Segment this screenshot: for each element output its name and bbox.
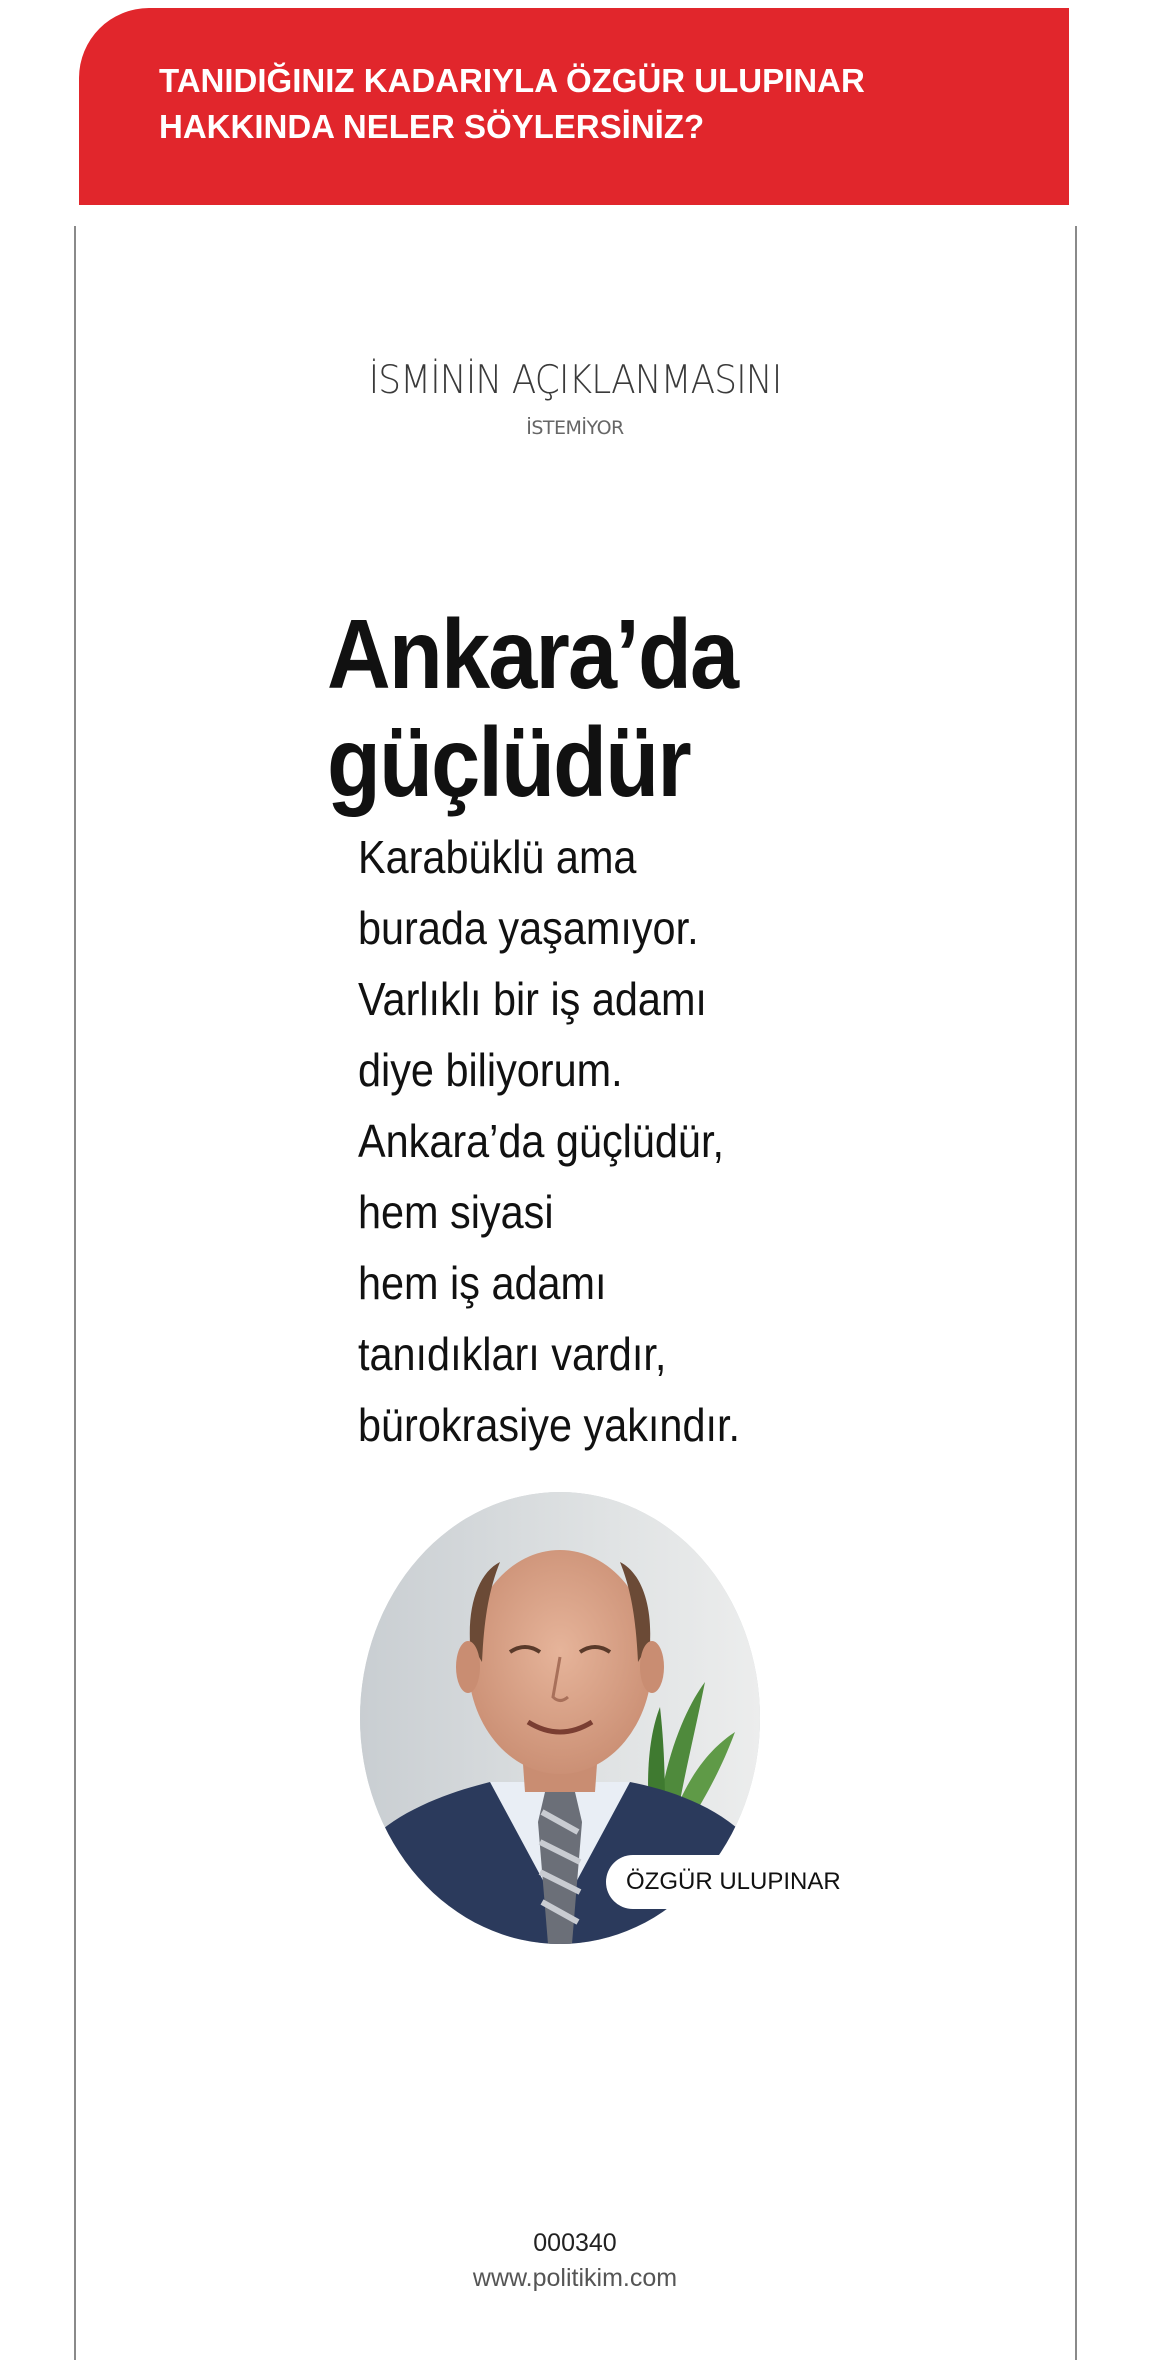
quote-line: tanıdıkları vardır, xyxy=(358,1328,667,1380)
frame-left-line xyxy=(74,226,76,2360)
frame-right-line xyxy=(1075,226,1077,2360)
headline-line-2: güçlüdür xyxy=(327,707,690,817)
quote-line: bürokrasiye yakındır. xyxy=(358,1399,740,1451)
header-banner xyxy=(79,8,1069,205)
header-question: TANIDIĞINIZ KADARIYLA ÖZGÜR ULUPINAR HAKKINDA NELER SÖYLERSİNİZ? xyxy=(159,62,865,145)
respondent-sublabel: İSTEMİYOR xyxy=(526,417,624,439)
quote-line: Ankara’da güçlüdür, xyxy=(358,1115,724,1167)
quote-line: burada yaşamıyor. xyxy=(358,902,699,954)
quote-line: Varlıklı bir iş adamı xyxy=(358,973,707,1025)
quote-line: hem iş adamı xyxy=(358,1257,607,1309)
headline xyxy=(327,600,737,816)
respondent-label: İSMİNİN AÇIKLANMASINI xyxy=(368,358,782,403)
subject-name-tag: ÖZGÜR ULUPINAR xyxy=(606,1855,859,1909)
footer-code: 000340 xyxy=(533,2229,617,2257)
headline-line-1: Ankara’da xyxy=(327,599,738,709)
quote-text xyxy=(358,822,740,1461)
quote-line: hem siyasi xyxy=(358,1186,554,1238)
footer-url[interactable]: www.politikim.com xyxy=(472,2264,678,2292)
quote-line: Karabüklü ama xyxy=(358,831,637,883)
quote-line: diye biliyorum. xyxy=(358,1044,623,1096)
